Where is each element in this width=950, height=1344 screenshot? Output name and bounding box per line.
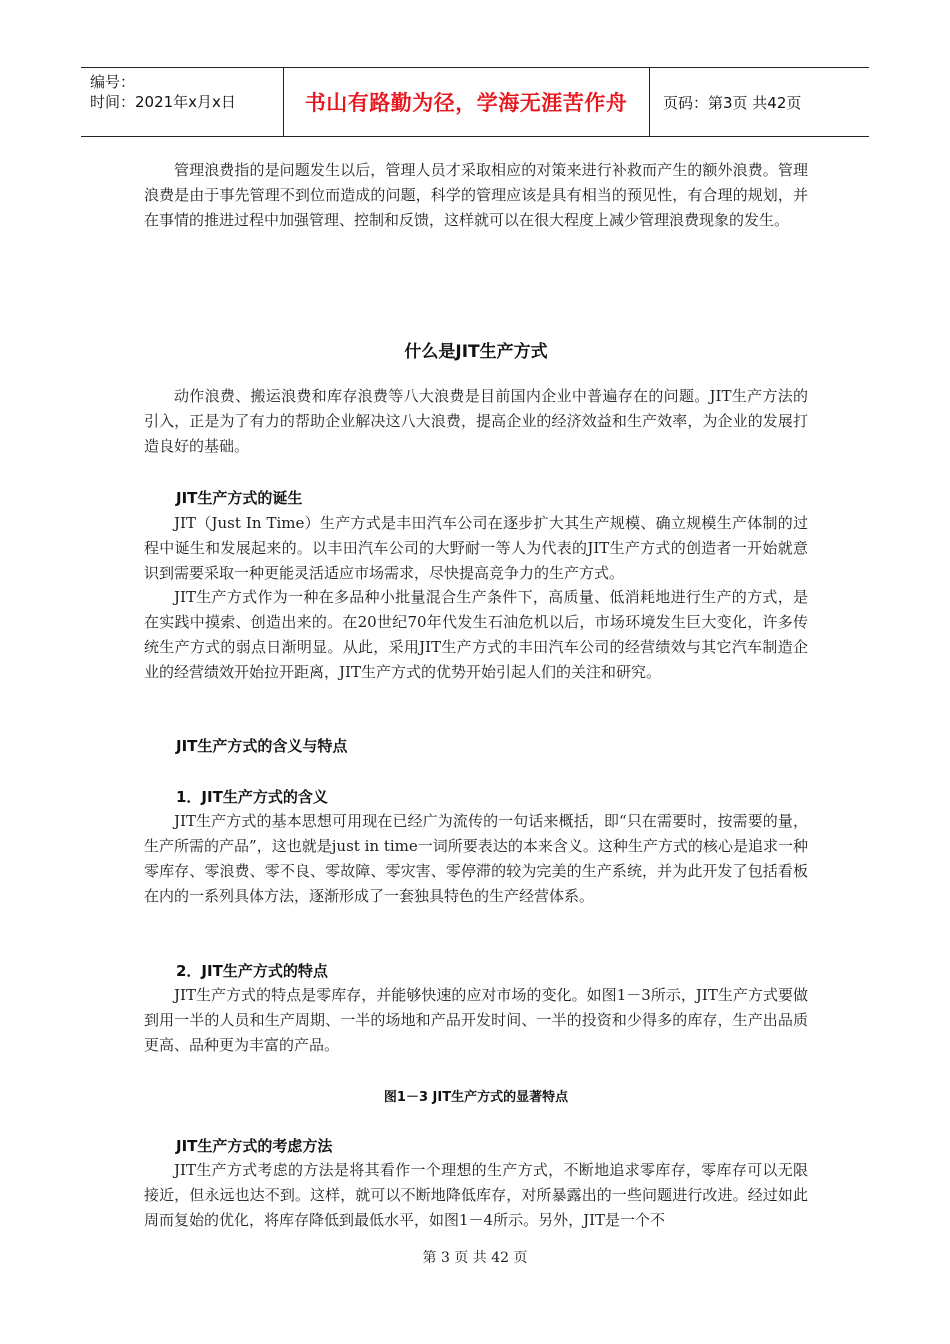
header-motto-cell bbox=[283, 68, 650, 136]
heading-jit-birth: JIT生产方式的诞生 bbox=[176, 489, 303, 507]
document-header bbox=[81, 67, 869, 137]
paragraph-features: JIT生产方式的特点是零库存，并能够快速的应对市场的变化。如图1－3所示，JIT生产方式要做到用一半的人员和生产周期、一半的场地和产品开发时间、一半的投资和少得多的库存，生产出品质更高、品种更为丰富的产品。 bbox=[144, 986, 808, 1054]
page-info: 页码：第3页 共42页 bbox=[663, 93, 802, 112]
motto: 书山有路勤为径，学海无涯苦作舟 bbox=[304, 91, 628, 115]
page-footer: 第 3 页 共 42 页 bbox=[422, 1250, 528, 1266]
paragraph-birth-2: JIT生产方式作为一种在多品种小批量混合生产条件下，高质量、低消耗地进行生产的方式，是在实践中摸索、创造出来的。在20世纪70年代发生石油危机以后，市场环境发生巨大变化，许多传统生产方式的弱点日渐明显。从此，采用JIT生产方式的丰田汽车公司的经营绩效与其它汽车制造企业的经营绩效开始拉开距离，JIT生产方式的优势开始引起人们的关注和研究。 bbox=[144, 588, 808, 681]
heading-features: 2．JIT生产方式的特点 bbox=[176, 962, 328, 980]
date-line: 时间：2021年x月x日 bbox=[90, 93, 236, 111]
section-title-what-is-jit: 什么是JIT生产方式 bbox=[404, 342, 548, 362]
paragraph-method: JIT生产方式考虑的方法是将其看作一个理想的生产方式，不断地追求零库存，零库存可以无限接近，但永远也达不到。这样，就可以不断地降低库存，对所暴露出的一些问题进行改进。经过如此周而复始的优化，将库存降低到最低水平，如图1－4所示。另外，JIT是一个不 bbox=[144, 1161, 808, 1229]
heading-meaning-and-features: JIT生产方式的含义与特点 bbox=[176, 737, 348, 755]
header-meta-cell bbox=[81, 68, 284, 136]
paragraph-birth-1: JIT（Just In Time）生产方式是丰田汽车公司在逐步扩大其生产规模、确立规模生产体制的过程中诞生和发展起来的。以丰田汽车公司的大野耐一等人为代表的JIT生产方式的创造者一开始就意识到需要采取一种更能灵活适应市场需求，尽快提高竞争力的生产方式。 bbox=[144, 514, 808, 582]
header-page-cell bbox=[649, 68, 869, 136]
figure-caption: 图1－3 JIT生产方式的显著特点 bbox=[383, 1090, 569, 1105]
heading-method: JIT生产方式的考虑方法 bbox=[176, 1137, 333, 1155]
paragraph-management-waste: 管理浪费指的是问题发生以后，管理人员才采取相应的对策来进行补救而产生的额外浪费。管理浪费是由于事先管理不到位而造成的问题，科学的管理应该是具有相当的预见性，有合理的规划，并在事情的推进过程中加强管理、控制和反馈，这样就可以在很大程度上减少管理浪费现象的发生。 bbox=[144, 161, 808, 229]
paragraph-meaning: JIT生产方式的基本思想可用现在已经广为流传的一句话来概括，即“只在需要时，按需要的量，生产所需的产品”，这也就是just in time一词所要表达的本来含义。这种生产方式的核心是追求一种零库存、零浪费、零不良、零故障、零灾害、零停滞的较为完美的生产系统，并为此开发了包括看板在内的一系列具体方法，逐渐形成了一套独具特色的生产经营体系。 bbox=[144, 812, 808, 905]
heading-meaning: 1．JIT生产方式的含义 bbox=[176, 788, 328, 806]
paragraph-intro: 动作浪费、搬运浪费和库存浪费等八大浪费是目前国内企业中普遍存在的问题。JIT生产方法的引入，正是为了有力的帮助企业解决这八大浪费，提高企业的经济效益和生产效率，为企业的发展打造良好的基础。 bbox=[144, 387, 808, 455]
serial-label: 编号： bbox=[90, 73, 136, 91]
